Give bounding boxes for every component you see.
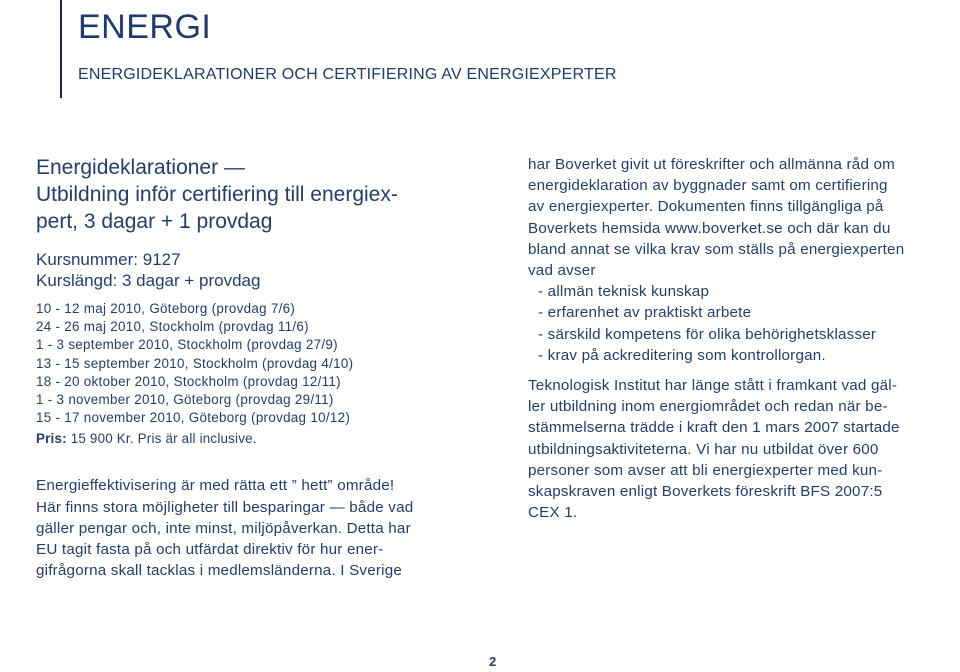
paragraph-line: vad avser xyxy=(528,262,596,280)
paragraph-line: Boverkets hemsida www.boverket.se och där kan du xyxy=(528,219,891,237)
header-divider xyxy=(60,0,62,98)
course-title-line: Energideklarationer — xyxy=(36,156,245,179)
paragraph-line: bland annat se vilka krav som ställs på energiexperten xyxy=(528,240,905,258)
paragraph-line: har Boverket givit ut föreskrifter och allmänna råd om xyxy=(528,156,896,173)
session-item: 24 - 26 maj 2010, Stockholm (provdag 11/6) xyxy=(36,319,309,335)
paragraph-line: skapskraven enligt Boverkets föreskrift BFS 2007:5 xyxy=(528,483,883,501)
paragraph-line: av energiexperter. Dokumenten finns tillgängliga på xyxy=(528,198,884,216)
session-item: 1 - 3 november 2010, Göteborg (provdag 29/11) xyxy=(36,392,334,408)
paragraph-line: personer som avser att bli energiexperter med kun- xyxy=(528,461,883,479)
session-item: 15 - 17 november 2010, Göteborg (provdag 10/12) xyxy=(36,410,351,426)
course-length: Kurslängd: 3 dagar + provdag xyxy=(36,271,261,290)
course-title xyxy=(36,154,476,235)
section-subtitle: ENERGIDEKLARATIONER OCH CERTIFIERING AV ENERGIEXPERTER xyxy=(78,66,617,83)
course-title-line: Utbildning inför certifiering till energiex- xyxy=(36,183,398,206)
paragraph-line: stämmelserna trädde i kraft den 1 mars 2007 startade xyxy=(528,419,900,437)
requirement-item: - erfarenhet av praktiskt arbete xyxy=(538,304,752,322)
paragraph-line: CEX 1. xyxy=(528,504,578,522)
paragraph-line: utbildningsaktiviteterna. Vi har nu utbildat över 600 xyxy=(528,440,879,458)
paragraph-line: energideklaration av byggnader samt om certifiering xyxy=(528,177,888,195)
section-title: ENERGI xyxy=(78,8,212,46)
requirement-item: - allmän teknisk kunskap xyxy=(538,283,710,301)
session-item: 10 - 12 maj 2010, Göteborg (provdag 7/6) xyxy=(36,301,296,316)
session-item: 1 - 3 september 2010, Stockholm (provdag 27/9) xyxy=(36,337,338,353)
paragraph-line: Energieffektivisering är med rätta ett ” hett” område! xyxy=(36,477,395,495)
right-column xyxy=(528,154,948,523)
price-label: Pris: xyxy=(36,431,67,447)
paragraph-line: Teknologisk Institut har länge stått i framkant vad gäl- xyxy=(528,377,898,395)
paragraph-line: gifrågorna skall tacklas i medlemsländerna. I Sverige xyxy=(36,562,402,580)
course-meta xyxy=(36,249,476,291)
requirements-list xyxy=(528,281,948,366)
left-column xyxy=(36,154,476,581)
course-title-line: pert, 3 dagar + 1 provdag xyxy=(36,210,273,233)
paragraph-line: gäller pengar och, inte minst, miljöpåverkan. Detta har xyxy=(36,519,411,537)
paragraph-line: ler utbildning inom energiområdet och redan när be- xyxy=(528,398,888,416)
course-number: Kursnummer: 9127 xyxy=(36,250,181,269)
paragraph-line: EU tagit fasta på och utfärdat direktiv för hur ener- xyxy=(36,541,384,559)
page-number: 2 xyxy=(489,654,497,669)
requirement-item: - särskild kompetens för olika behörighetsklasser xyxy=(538,325,877,343)
session-item: 18 - 20 oktober 2010, Stockholm (provdag 12/11) xyxy=(36,373,341,389)
price xyxy=(36,429,476,448)
intro-paragraph xyxy=(36,475,476,581)
session-item: 13 - 15 september 2010, Stockholm (provdag 4/10) xyxy=(36,355,354,371)
requirement-item: - krav på ackreditering som kontrollorgan. xyxy=(538,346,826,364)
session-list xyxy=(36,300,476,427)
price-value: 15 900 Kr. Pris är all inclusive. xyxy=(66,431,257,447)
boverket-paragraph xyxy=(528,154,948,281)
institute-paragraph xyxy=(528,375,948,523)
paragraph-line: Här finns stora möjligheter till besparingar — både vad xyxy=(36,498,414,516)
